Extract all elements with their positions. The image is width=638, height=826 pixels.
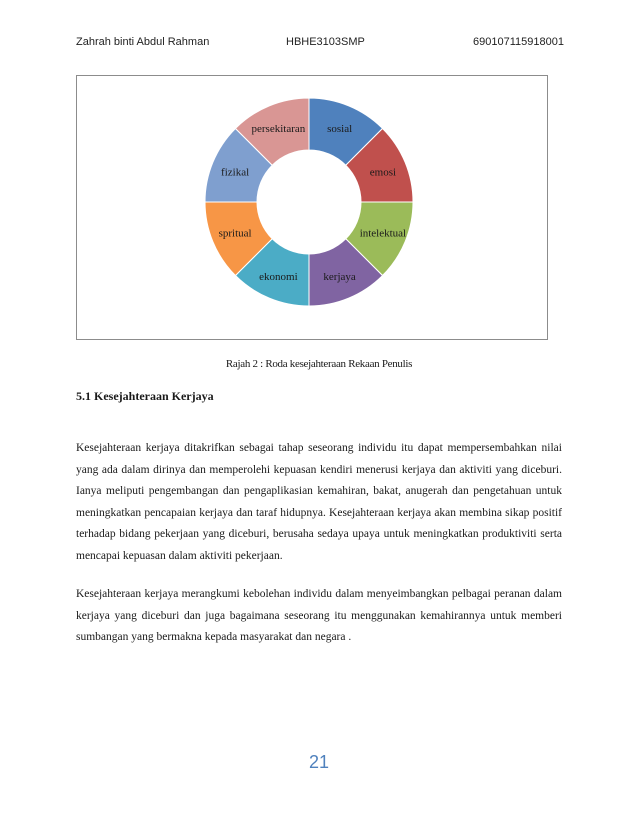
author-name: Zahrah binti Abdul Rahman (76, 36, 210, 48)
donut-chart-svg (77, 76, 549, 341)
slice-label-kerjaya: kerjaya (323, 270, 356, 283)
page-number: 21 (308, 752, 330, 772)
student-id: 690107115918001 (473, 36, 564, 48)
slice-label-persekitaran: persekitaran (251, 123, 306, 136)
slice-label-sosial: sosial (327, 123, 353, 136)
slice-label-ekonomi: ekonomi (259, 270, 298, 283)
wellness-wheel-chart (76, 75, 548, 340)
section-title: 5.1 Kesejahteraan Kerjaya (76, 389, 214, 403)
course-code: HBHE3103SMP (286, 36, 365, 48)
slice-label-emosi: emosi (369, 166, 397, 179)
paragraph-2: Kesejahteraan kerjaya merangkumi kebolehan individu dalam menyeimbangkan pelbagai peranan dalam kerjaya yang diceburi dan juga bagaimana seseorang itu menggunakan kemahirannya untuk memberi sumbangan yang bermakna kepada masyarakat dan negara . (76, 588, 562, 644)
slice-label-intelektual: intelektual (359, 227, 407, 240)
slice-label-fizikal: fizikal (221, 166, 250, 179)
paragraph-1: Kesejahteraan kerjaya ditakrifkan sebagai tahap seseorang individu itu dapat mempersembahkan nilai yang ada dalam dirinya dan memperolehi kepuasan kendiri menerusi kerjaya dan aktiviti yang diceburi. Ianya meliputi pengembangan dan pengaplikasian kemahiran, bakat, anugerah dan pengetahuan untuk meningkatkan pencapaian kerjaya dan taraf hidupnya. Kesejahteraan kerjaya akan membina sikap positif terhadap bidang pekerjaan yang diceburi, berusaha sedaya upaya untuk meningkatkan produktiviti serta mencapai kepuasan dalam aktiviti pekerjaan. (76, 442, 562, 562)
figure-caption: Rajah 2 : Roda kesejahteraan Rekaan Penulis (225, 358, 413, 370)
slice-label-spritual: spritual (218, 227, 252, 240)
